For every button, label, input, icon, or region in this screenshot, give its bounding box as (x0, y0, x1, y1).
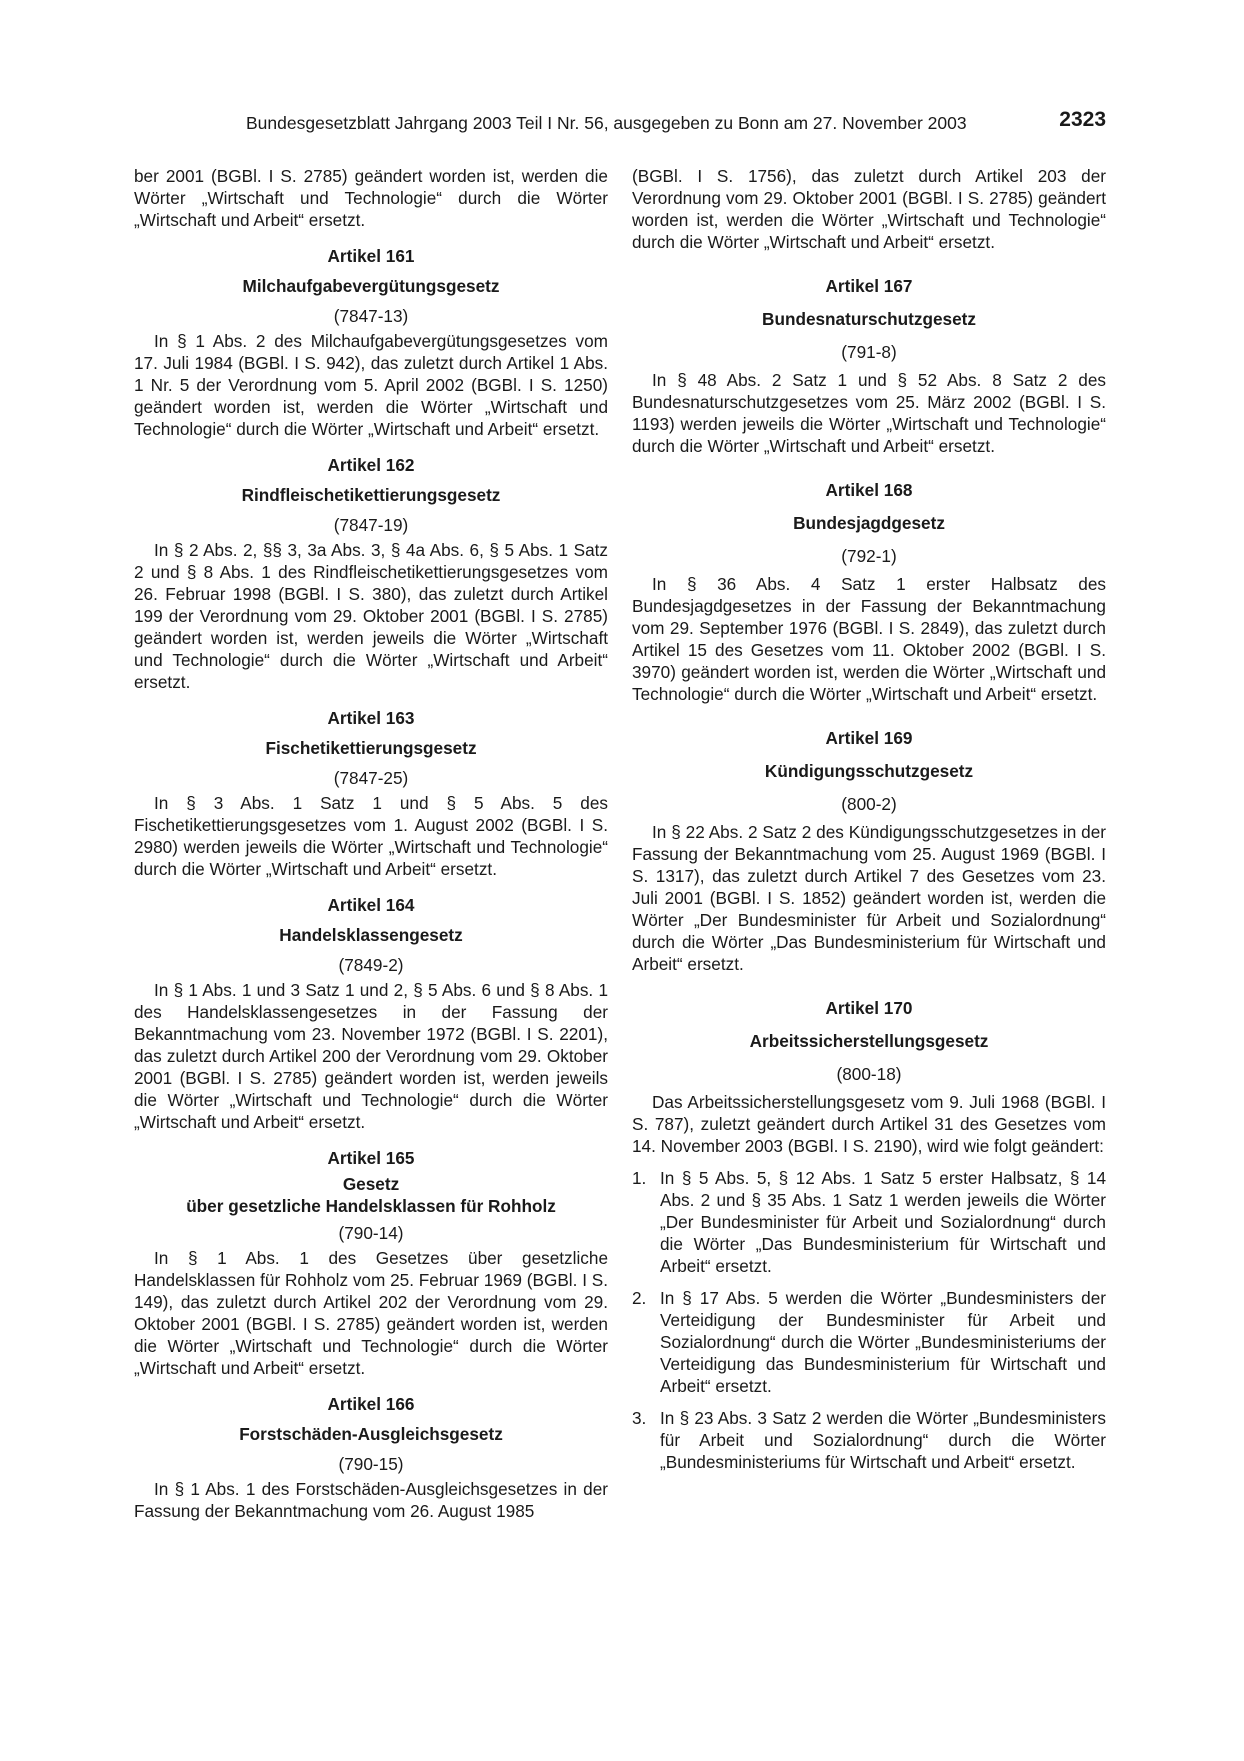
article-166-title: Artikel 166 (327, 1394, 415, 1414)
article-163-title: Artikel 163 (327, 708, 415, 728)
article-168-fna: (792-1) (841, 546, 897, 566)
article-162-title: Artikel 162 (327, 455, 415, 475)
article-162-fna: (7847-19) (333, 515, 409, 535)
article-168-text: In § 36 Abs. 4 Satz 1 erster Halbsatz des Bundesjagdgesetzes in der Fassung der Bekanntmachung vom 29. September 1976 (BGBl. I S. 2849), das zuletzt durch Artikel 15 des Gesetzes vom 11. Oktober 2002 (BGBl. I S. 3970) geändert worden ist, werden die Wörter „Wirtschaft und Technologie“ durch die Wörter „Wirtschaft und Arbeit“ ersetzt. (632, 574, 1106, 704)
article-161-title: Artikel 161 (327, 246, 415, 266)
article-163-text: In § 3 Abs. 1 Satz 1 und § 5 Abs. 5 des Fischetikettierungsgesetzes vom 1. August 2002 (BGBl. I S. 2980) werden jeweils die Wörter „Wirtschaft und Technologie“ durch die Wörter „Wirtschaft und Arbeit“ ersetzt. (134, 793, 608, 879)
article-165-title: Artikel 165 (327, 1148, 415, 1168)
article-170-text: Das Arbeitssicherstellungsgesetz vom 9. Juli 1968 (BGBl. I S. 787), zuletzt geändert durch Artikel 31 des Gesetzes vom 14. November 2003 (BGBl. I S. 2190), wird wie folgt geändert: (632, 1092, 1106, 1156)
article-161-name: Milchaufgabevergütungsgesetz (242, 276, 500, 296)
list-item-text: In § 23 Abs. 3 Satz 2 werden die Wörter „Bundesministers für Arbeit und Sozialordnung“ durch die Wörter „Bundesministeriums für Wirtschaft und Arbeit“ ersetzt. (660, 1408, 1106, 1472)
article-170-name: Arbeitssicherstellungsgesetz (749, 1031, 989, 1051)
article-169-text: In § 22 Abs. 2 Satz 2 des Kündigungsschutzgesetzes in der Fassung der Bekanntmachung vom 25. August 1969 (BGBl. I S. 1317), das zuletzt durch Artikel 7 des Gesetzes vom 23. Juli 2001 (BGBl. I S. 1852) geändert worden ist, werden die Wörter „Der Bundesminister für Arbeit und Sozialordnung“ durch die Wörter „Das Bundesministerium für Wirtschaft und Arbeit“ ersetzt. (632, 822, 1106, 974)
article-162-text: In § 2 Abs. 2, §§ 3, 3a Abs. 3, § 4a Abs. 6, § 5 Abs. 1 Satz 2 und § 8 Abs. 1 des Rindfleischetikettierungsgesetzes vom 26. Februar 1998 (BGBl. I S. 380), das zuletzt durch Artikel 199 der Verordnung vom 29. Oktober 2001 (BGBl. I S. 2785) geändert worden ist, werden jeweils die Wörter „Wirtschaft und Technologie“ durch die Wörter „Wirtschaft und Arbeit“ ersetzt. (134, 540, 608, 692)
article-169-name: Kündigungsschutzgesetz (764, 761, 974, 781)
list-item-number: 2. (632, 1288, 647, 1308)
article-167-fna: (791-8) (841, 342, 897, 362)
list-item (632, 1407, 1106, 1473)
right-column (632, 165, 1106, 1473)
list-item-number: 3. (632, 1408, 647, 1428)
article-165-name-line1: Gesetz (342, 1174, 400, 1194)
article-165-fna: (790-14) (338, 1223, 404, 1243)
left-column (134, 165, 608, 1522)
article-165-text: In § 1 Abs. 1 des Gesetzes über gesetzliche Handelsklassen für Rohholz vom 25. Februar 1969 (BGBl. I S. 149), das zuletzt durch Artikel 202 der Verordnung vom 29. Oktober 2001 (BGBl. I S. 2785) geändert worden ist, werden die Wörter „Wirtschaft und Technologie“ durch die Wörter „Wirtschaft und Arbeit“ ersetzt. (134, 1248, 608, 1378)
article-161-text: In § 1 Abs. 2 des Milchaufgabevergütungsgesetzes vom 17. Juli 1984 (BGBl. I S. 942), das zuletzt durch Artikel 1 Abs. 1 Nr. 5 der Verordnung vom 5. April 2002 (BGBl. I S. 1250) geändert worden ist, werden die Wörter „Wirtschaft und Technologie“ durch die Wörter „Wirtschaft und Arbeit“ ersetzt. (134, 331, 608, 439)
article-167-name: Bundesnaturschutzgesetz (762, 309, 976, 329)
article-164-name: Handelsklassengesetz (279, 925, 463, 945)
list-item (632, 1287, 1106, 1397)
list-item-text: In § 5 Abs. 5, § 12 Abs. 1 Satz 5 erster Halbsatz, § 14 Abs. 2 und § 35 Abs. 1 Satz 1 werden jeweils die Wörter „Der Bundesminister für Arbeit und Sozialordnung“ durch die Wörter „Das Bundesministerium für Wirtschaft und Arbeit“ ersetzt. (660, 1168, 1106, 1276)
continued-paragraph: ber 2001 (BGBl. I S. 2785) geändert worden ist, werden die Wörter „Wirtschaft und Technologie“ durch die Wörter „Wirtschaft und Arbeit“ ersetzt. (134, 166, 608, 230)
article-162-name: Rindfleischetikettierungsgesetz (241, 485, 501, 505)
article-168-name: Bundesjagdgesetz (793, 513, 945, 533)
list-item-text: In § 17 Abs. 5 werden die Wörter „Bundesministers der Verteidigung der Bundesminister für Arbeit und Sozialordnung“ durch die Wörter „Bundesministeriums der Verteidigung das Bundesministerium für Wirtschaft und Arbeit“ ersetzt. (660, 1288, 1106, 1396)
article-166-text: In § 1 Abs. 1 des Forstschäden-Ausgleichsgesetzes in der Fassung der Bekanntmachung vom 26. August 1985 (134, 1479, 608, 1521)
list-item-number: 1. (632, 1168, 647, 1188)
article-167-text: In § 48 Abs. 2 Satz 1 und § 52 Abs. 8 Satz 2 des Bundesnaturschutzgesetzes vom 25. März 2002 (BGBl. I S. 1193) werden jeweils die Wörter „Wirtschaft und Technologie“ durch die Wörter „Wirtschaft und Arbeit“ ersetzt. (632, 370, 1106, 456)
amendment-list (632, 1167, 1106, 1473)
article-166-name: Forstschäden-Ausgleichsgesetz (239, 1424, 503, 1444)
article-169-fna: (800-2) (841, 794, 897, 814)
page-number: 2323 (1059, 108, 1106, 131)
continued-paragraph-right: (BGBl. I S. 1756), das zuletzt durch Artikel 203 der Verordnung vom 29. Oktober 2001 (BGBl. I S. 2785) geändert worden ist, werden die Wörter „Wirtschaft und Technologie“ durch die Wörter „Wirtschaft und Arbeit“ ersetzt. (632, 166, 1106, 252)
article-167-title: Artikel 167 (825, 276, 913, 296)
article-170-title: Artikel 170 (825, 998, 913, 1018)
running-header (246, 109, 1106, 139)
article-169-title: Artikel 169 (825, 728, 913, 748)
article-161-fna: (7847-13) (333, 306, 409, 326)
article-168-title: Artikel 168 (825, 480, 913, 500)
article-164-text: In § 1 Abs. 1 und 3 Satz 1 und 2, § 5 Abs. 6 und § 8 Abs. 1 des Handelsklassengesetzes in der Fassung der Bekanntmachung vom 23. November 1972 (BGBl. I S. 2201), das zuletzt durch Artikel 200 der Verordnung vom 29. Oktober 2001 (BGBl. I S. 2785) geändert worden ist, werden jeweils die Wörter „Wirtschaft und Technologie“ durch die Wörter „Wirtschaft und Arbeit“ ersetzt. (134, 980, 608, 1132)
article-165-name-line2: über gesetzliche Handelsklassen für Rohholz (186, 1196, 556, 1216)
article-163-name: Fischetikettierungsgesetz (265, 738, 477, 758)
article-164-title: Artikel 164 (327, 895, 415, 915)
article-170-fna: (800-18) (836, 1064, 902, 1084)
header-text: Bundesgesetzblatt Jahrgang 2003 Teil I Nr. 56, ausgegeben zu Bonn am 27. November 2003 (246, 113, 967, 133)
list-item (632, 1167, 1106, 1277)
article-166-fna: (790-15) (338, 1454, 404, 1474)
article-163-fna: (7847-25) (333, 768, 409, 788)
article-164-fna: (7849-2) (338, 955, 404, 975)
